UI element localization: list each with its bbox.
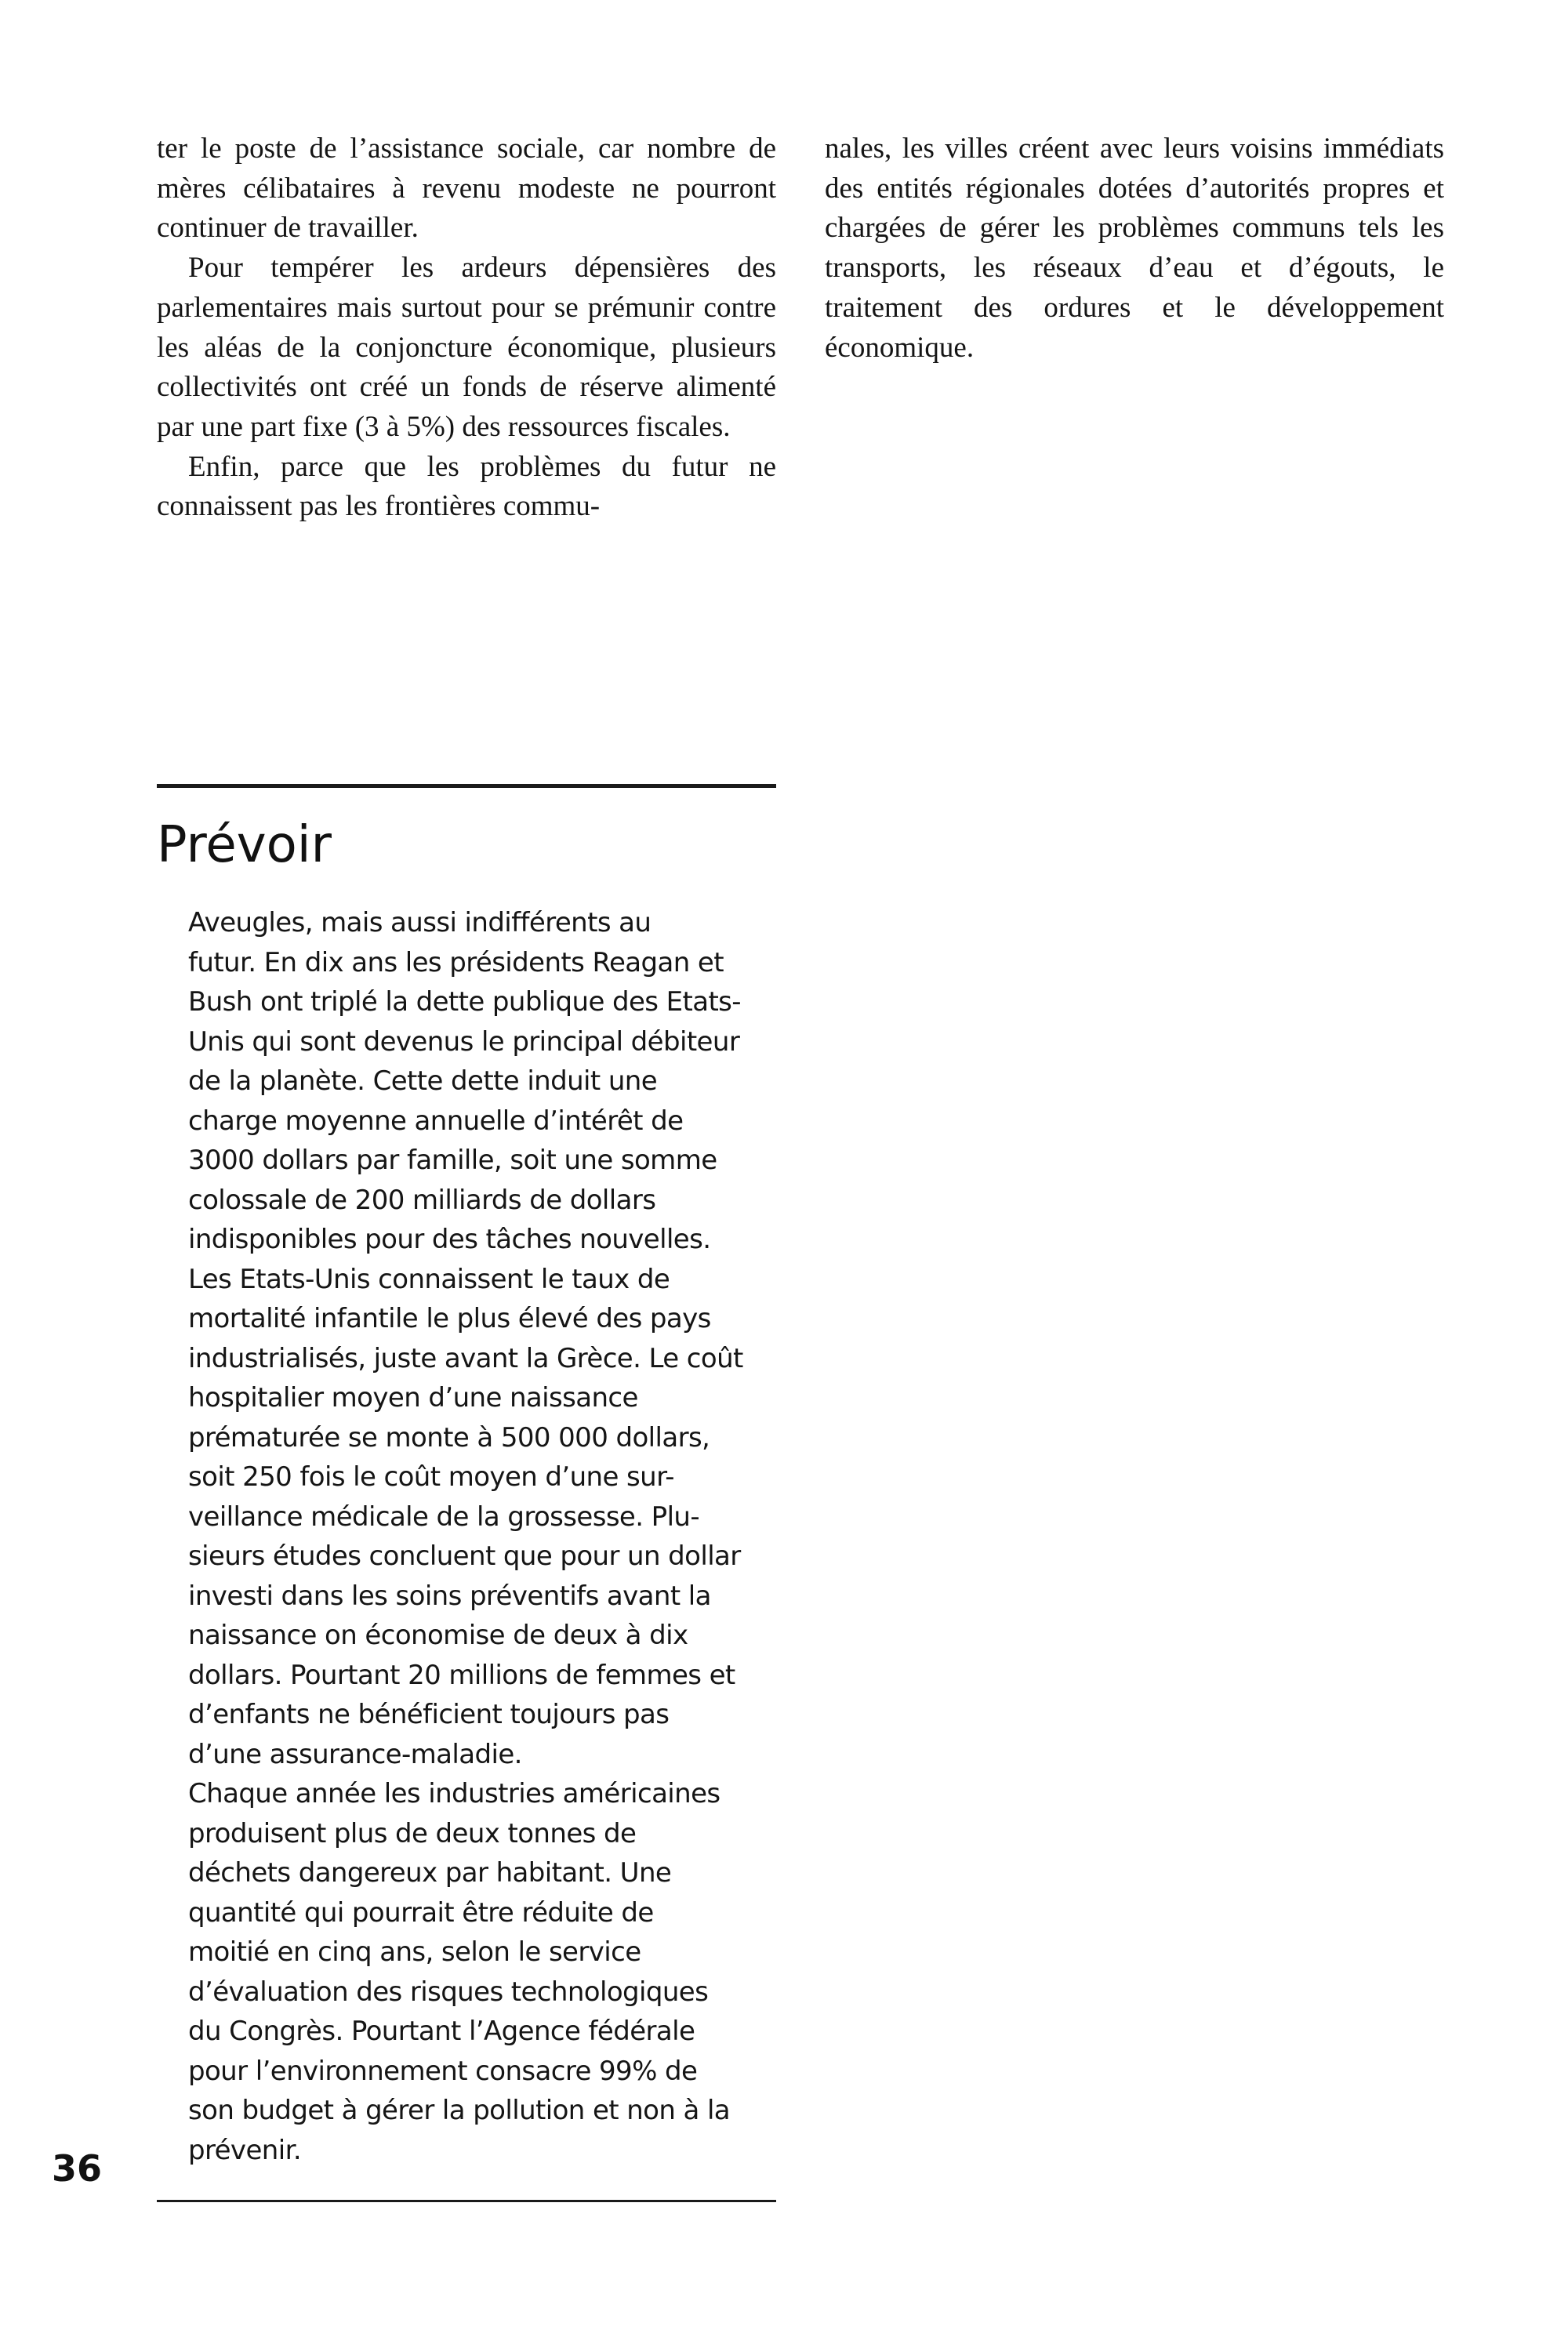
section-divider-bottom bbox=[157, 2200, 776, 2202]
paragraph-regional-entities: Enfin, parce que les problèmes du futur ne connaissent pas les frontières commu- bbox=[157, 450, 776, 523]
text-line: colossale de 200 milliards de dollars bbox=[188, 1184, 656, 1216]
text-line: moitié en cinq ans, selon le service bbox=[188, 1936, 641, 1968]
paragraph-hazardous-waste bbox=[157, 1774, 780, 2170]
text-line: sieurs études concluent que pour un dollar bbox=[188, 1541, 741, 1572]
paragraph-public-debt bbox=[157, 903, 780, 1260]
text-line: Aveugles, mais aussi indifférents au bbox=[188, 907, 652, 938]
paragraph-continued: ter le poste de l’assistance sociale, car nombre de mères célibataires à revenu modeste ne pourront continuer de travailler. bbox=[157, 132, 776, 245]
page-number: 36 bbox=[52, 2147, 103, 2190]
text-line: 3000 dollars par famille, soit une somme bbox=[188, 1145, 717, 1176]
text-line: de la planète. Cette dette induit une bbox=[188, 1065, 658, 1097]
text-line: hospitalier moyen d’une naissance bbox=[188, 1382, 638, 1414]
section-title: Prévoir bbox=[157, 816, 332, 874]
text-line: d’enfants ne bénéficient toujours pas bbox=[188, 1699, 670, 1730]
text-line: du Congrès. Pourtant l’Agence fédérale bbox=[188, 2016, 695, 2047]
text-line: charge moyenne annuelle d’intérêt de bbox=[188, 1105, 684, 1137]
text-line: investi dans les soins préventifs avant la bbox=[188, 1580, 711, 1612]
text-line: son budget à gérer la pollution et non à la bbox=[188, 2095, 731, 2126]
section-body bbox=[157, 903, 780, 2170]
text-line: veillance médicale de la grossesse. Plu- bbox=[188, 1501, 700, 1533]
text-line: Les Etats-Unis connaissent le taux de bbox=[188, 1263, 670, 1295]
section-divider-top bbox=[157, 784, 776, 788]
text-line: dollars. Pourtant 20 millions de femmes et bbox=[188, 1659, 735, 1691]
text-line: Chaque année les industries américaines bbox=[188, 1778, 720, 1809]
text-line: d’une assurance-maladie. bbox=[188, 1738, 522, 1770]
text-line: naissance on économise de deux à dix bbox=[188, 1620, 688, 1651]
right-column-continuation bbox=[825, 129, 1444, 368]
left-column-continuation bbox=[157, 129, 776, 527]
text-line: d’évaluation des risques technologiques bbox=[188, 1976, 709, 2008]
text-line: soit 250 fois le coût moyen d’une sur- bbox=[188, 1461, 674, 1493]
text-line: Bush ont triplé la dette publique des Etats- bbox=[188, 986, 741, 1018]
paragraph-infant-mortality bbox=[157, 1260, 780, 1775]
paragraph-reserve-fund: Pour tempérer les ardeurs dépensières des parlementaires mais surtout pour se prémunir contre les aléas de la conjoncture économique, plusieurs collectivités ont créé un fonds de réserve alimenté par une part fixe (3 à 5%) des ressources fiscales. bbox=[157, 252, 776, 443]
text-line: déchets dangereux par habitant. Une bbox=[188, 1857, 672, 1889]
text-line: quantité qui pourrait être réduite de bbox=[188, 1896, 654, 1929]
text-line: futur. En dix ans les présidents Reagan et bbox=[188, 946, 724, 978]
text-line: produisent plus de deux tonnes de bbox=[188, 1817, 637, 1849]
text-line: indisponibles pour des tâches nouvelles. bbox=[188, 1224, 711, 1255]
text-line: Unis qui sont devenus le principal débiteur bbox=[188, 1025, 740, 1058]
text-line: prévenir. bbox=[188, 2134, 302, 2166]
text-line: pour l’environnement consacre 99% de bbox=[188, 2055, 698, 2087]
text-line: prématurée se monte à 500 000 dollars, bbox=[188, 1421, 710, 1453]
paragraph-regional-continued: nales, les villes créent avec leurs voisins immédiats des entités régionales dotées d’autorités propres et chargées de gérer les problèmes communs tels les transports, les réseaux d’eau et d’égouts, le traitement des ordures et le développement économique. bbox=[825, 132, 1444, 364]
text-line: mortalité infantile le plus élevé des pays bbox=[188, 1303, 711, 1334]
text-line: industrialisés, juste avant la Grèce. Le coût bbox=[188, 1342, 743, 1374]
